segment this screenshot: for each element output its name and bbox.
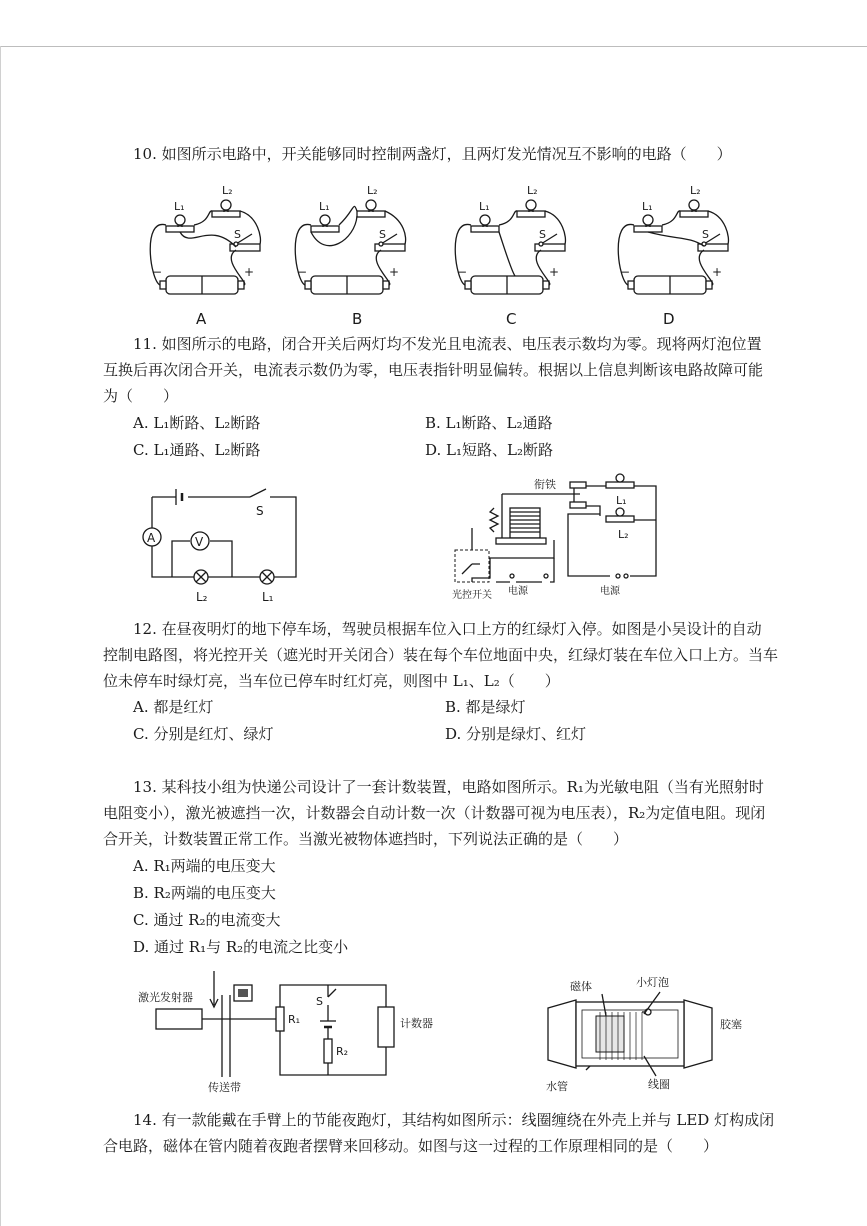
q11-stem-line1: 11. 如图所示的电路，闭合开关后两灯均不发光且电流表、电压表示数均为零。现将两灯泡位置 [133,335,762,353]
q10-a-l2: L₂ [222,184,233,197]
q11-circuit-diagram [130,485,430,605]
q10-c-pos: + [549,265,560,279]
q11-voltmeter-label: V [195,535,204,549]
q13-option-d[interactable]: D. 通过 R₁与 R₂的电流之比变小 [133,938,349,956]
q10-d-pos: + [712,265,723,279]
q11-ammeter-label: A [147,531,156,545]
q11-option-a[interactable]: A. L₁断路、L₂断路 [133,414,261,432]
q10-d-l1: L₁ [642,200,653,213]
q10-a-pos: + [244,265,255,279]
q10-option-d-label[interactable]: D [663,310,675,328]
q14-stem-line2: 合电路，磁体在管内随着夜跑者摆臂来回移动。如图与这一过程的工作原理相同的是（ ） [103,1137,719,1155]
q13-laser-label: 激光发射器 [138,991,193,1004]
q10-d-s: S [702,228,709,241]
q12-l1-label: L₁ [616,494,627,507]
q10-d-neg: − [620,265,631,279]
q13-switch-label: S [316,995,323,1008]
q11-l1-label: L₁ [262,590,274,604]
q13-r2-label: R₂ [336,1045,349,1058]
q11-option-b[interactable]: B. L₁断路、L₂通路 [425,414,553,432]
q12-stem-line2: 控制电路图，将光控开关（遮光时开关闭合）装在每个车位地面中央，红绿灯装在车位入口上方。当车 [103,646,779,664]
q10-circuit-d [618,184,728,294]
q13-stem-line3: 合开关，计数装置正常工作。当激光被物体遮挡时，下列说法正确的是（ ） [103,830,629,848]
q12-stem-line1: 12. 在昼夜明灯的地下停车场，驾驶员根据车位入口上方的红绿灯入停。如图是小吴设计的自动 [133,620,762,638]
q10-c-s: S [539,228,546,241]
q10-option-b-label[interactable]: B [352,310,363,328]
q12-relay-diagram [450,478,680,603]
q14-bulb-label: 小灯泡 [636,976,669,989]
q10-a-s: S [234,228,241,241]
q12-stem-line3: 位未停车时绿灯亮，当车位已停车时红灯亮，则图中 L₁、L₂（ ） [103,672,560,690]
q10-a-l1: L₁ [174,200,185,213]
q10-a-neg: − [152,265,163,279]
q10-option-a-label[interactable]: A [196,310,207,328]
q10-stem: 10. 如图所示电路中，开关能够同时控制两盏灯，且两灯发光情况互不影响的电路（ ） [133,145,732,163]
q11-option-c[interactable]: C. L₁通路、L₂断路 [133,441,261,459]
q13-stem-line1: 13. 某科技小组为快递公司设计了一套计数装置，电路如图所示。R₁为光敏电阻（当有光照射时 [133,778,764,796]
q11-l2-label: L₂ [196,590,208,604]
q13-r1-label: R₁ [288,1013,301,1026]
q11-stem-line2: 互换后再次闭合开关，电流表示数仍为零，电压表指针明显偏转。根据以上信息判断该电路故障可能 [103,361,764,379]
q12-option-a[interactable]: A. 都是红灯 [133,698,214,716]
q12-power1-label: 电源 [508,586,528,597]
q13-stem-line2: 电阻变小），激光被遮挡一次，计数器会自动计数一次（计数器可视为电压表），R₂为定值电阻。现闭 [103,804,766,822]
q10-circuit-diagrams [0,180,867,310]
q10-option-c-label[interactable]: C [506,310,517,328]
q10-circuit-b [295,184,405,294]
q12-armature-label: 衔铁 [534,478,556,491]
q12-option-d[interactable]: D. 分别是绿灯、红灯 [445,725,587,743]
q10-circuit-c [455,184,565,294]
q12-light-switch-label: 光控开关 [452,590,492,601]
q12-l2-label: L₂ [618,528,629,541]
q14-night-light-diagram [540,972,780,1092]
q12-power2-label: 电源 [600,586,620,597]
q13-counter-diagram [138,965,458,1095]
q10-b-l2: L₂ [367,184,378,197]
q14-tube-label: 水管 [546,1080,568,1093]
q10-c-neg: − [457,265,468,279]
q14-plug-label: 胶塞 [720,1018,742,1031]
q10-b-l1: L₁ [319,200,330,213]
q10-b-pos: + [389,265,400,279]
q14-stem-line1: 14. 有一款能戴在手臂上的节能夜跑灯，其结构如图所示：线圈缠绕在外壳上并与 LED 灯构成闭 [133,1111,775,1129]
q10-b-neg: − [297,265,308,279]
q11-switch-label: S [256,504,264,518]
q10-circuit-a [150,184,260,294]
page-top-border [0,46,867,47]
q12-option-b[interactable]: B. 都是绿灯 [445,698,526,716]
q10-c-l2: L₂ [527,184,538,197]
q11-stem-line3: 为（ ） [103,387,179,405]
q10-b-s: S [379,228,386,241]
q13-option-c[interactable]: C. 通过 R₂的电流变大 [133,911,281,929]
q10-d-l2: L₂ [690,184,701,197]
q12-option-c[interactable]: C. 分别是红灯、绿灯 [133,725,274,743]
q11-option-d[interactable]: D. L₁短路、L₂断路 [425,441,553,459]
q13-belt-label: 传送带 [208,1081,241,1094]
q14-coil-label: 线圈 [648,1078,670,1091]
q13-option-a[interactable]: A. R₁两端的电压变大 [133,857,276,875]
q13-option-b[interactable]: B. R₂两端的电压变大 [133,884,276,902]
q10-c-l1: L₁ [479,200,490,213]
q14-magnet-label: 磁体 [570,980,592,993]
q13-counter-label: 计数器 [400,1017,433,1030]
